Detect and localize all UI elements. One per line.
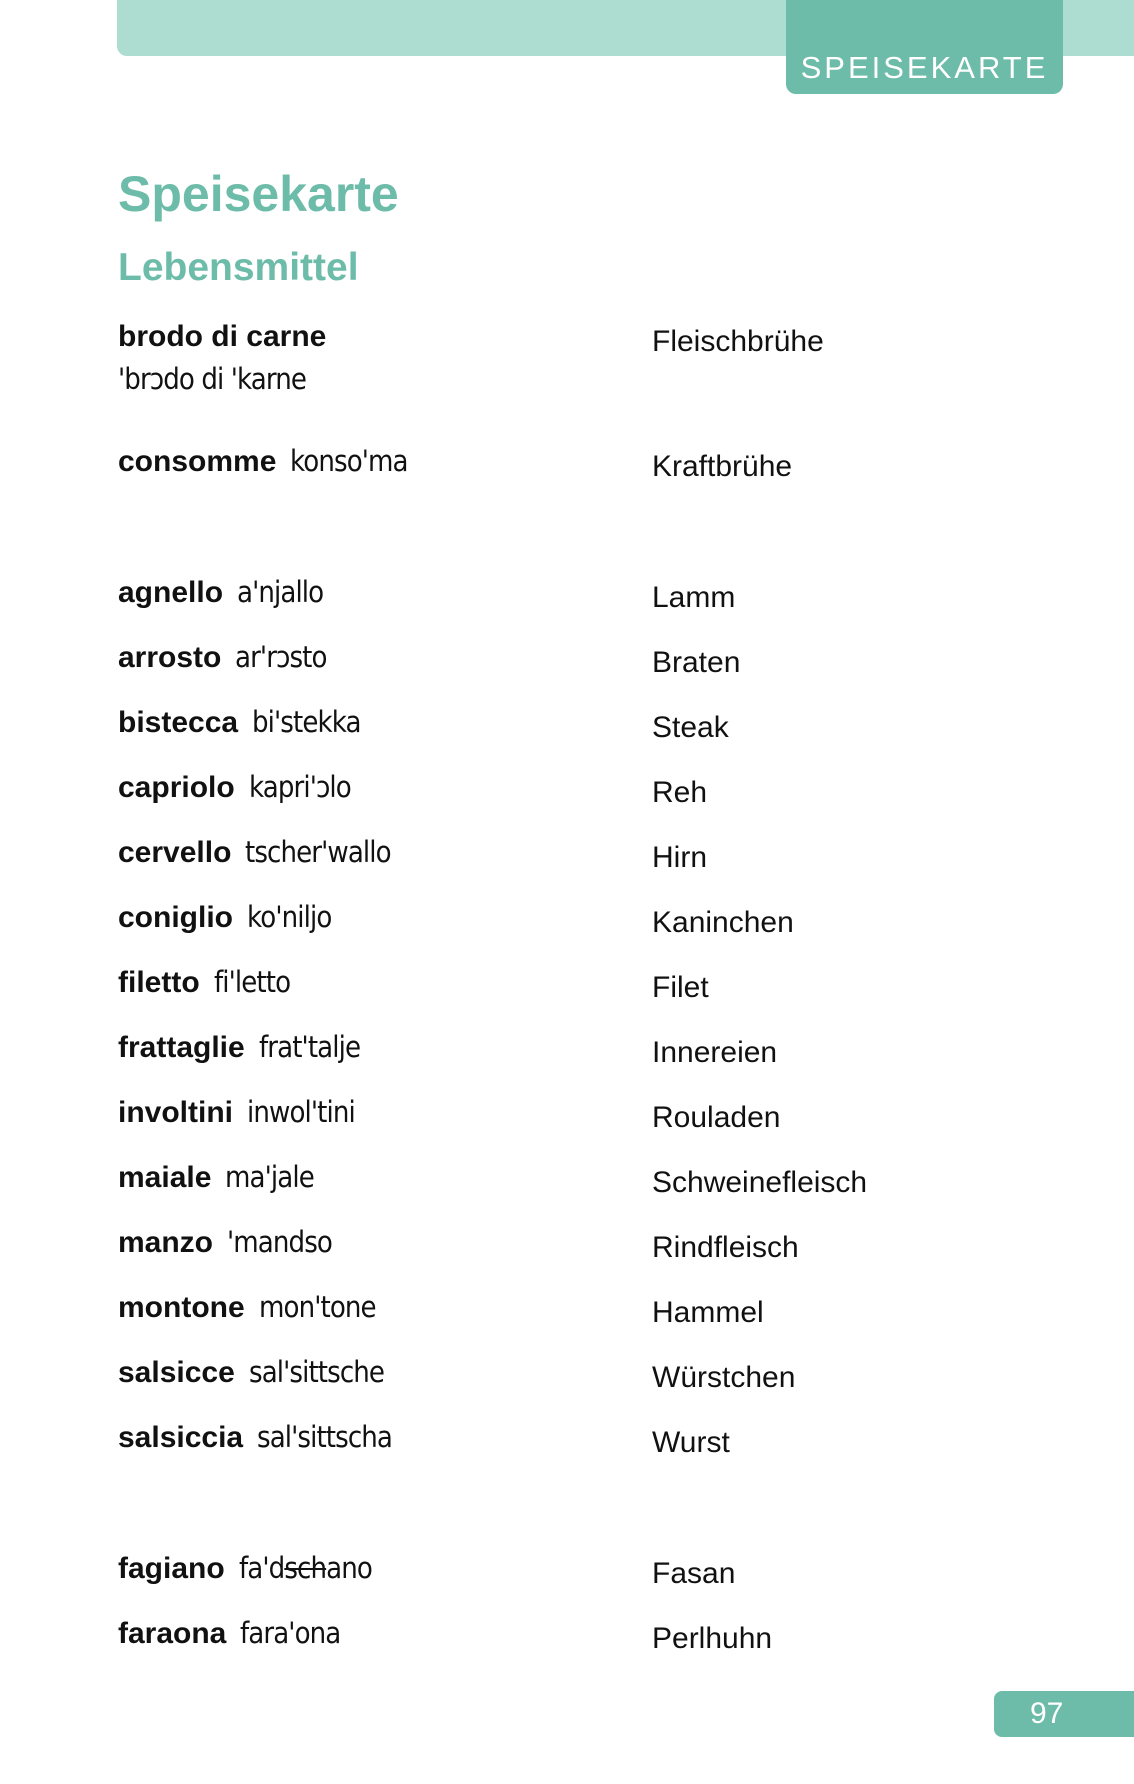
pronunciation: 'brɔdo di 'karne bbox=[118, 362, 307, 396]
german-translation: Lamm bbox=[652, 581, 736, 614]
pronunciation: mon'tone bbox=[258, 1290, 376, 1324]
vocab-entry bbox=[0, 320, 1134, 364]
german-translation: Kaninchen bbox=[652, 906, 794, 939]
italian-term: salsiccia bbox=[118, 1421, 244, 1454]
vocab-entry bbox=[0, 898, 1134, 938]
vocab-entry bbox=[0, 1549, 1134, 1589]
vocab-entry bbox=[0, 442, 1134, 482]
italian-term: salsicce bbox=[118, 1356, 235, 1389]
vocab-entry bbox=[0, 1223, 1134, 1263]
pronunciation: ko'niljo bbox=[247, 900, 332, 934]
german-translation: Braten bbox=[652, 646, 741, 679]
voiced-sch-marker: sch bbox=[284, 1551, 326, 1585]
german-translation: Kraftbrühe bbox=[652, 450, 793, 483]
italian-term: manzo bbox=[118, 1226, 214, 1259]
italian-term: arrosto bbox=[118, 641, 222, 674]
italian-term: bistecca bbox=[118, 706, 239, 739]
pronunciation: kapri'ɔlo bbox=[248, 770, 351, 804]
pronunciation: sal'sittscha bbox=[257, 1420, 393, 1454]
vocab-entry bbox=[0, 1158, 1134, 1198]
pronunciation: fi'letto bbox=[213, 965, 290, 999]
pronunciation: ar'rɔsto bbox=[235, 640, 327, 674]
pronunciation: fara'ona bbox=[240, 1616, 341, 1650]
italian-term: brodo di carne bbox=[118, 320, 327, 353]
vocab-entry bbox=[0, 963, 1134, 1003]
german-translation: Fasan bbox=[652, 1557, 736, 1590]
italian-term: capriolo bbox=[118, 771, 235, 804]
section-tab bbox=[786, 0, 1063, 94]
german-translation: Steak bbox=[652, 711, 729, 744]
german-translation: Hammel bbox=[652, 1296, 764, 1329]
italian-term: cervello bbox=[118, 836, 232, 869]
italian-term: coniglio bbox=[118, 901, 233, 934]
italian-term: fagiano bbox=[118, 1552, 225, 1585]
german-translation: Würstchen bbox=[652, 1361, 796, 1394]
vocab-entry bbox=[0, 768, 1134, 808]
pronunciation: a'njallo bbox=[237, 575, 324, 609]
pronunciation-part: ano bbox=[325, 1551, 372, 1585]
page-title: Speisekarte bbox=[118, 166, 399, 222]
pronunciation-part: fa'd bbox=[238, 1551, 285, 1585]
pronunciation: ma'jale bbox=[225, 1160, 315, 1194]
italian-term: consomme bbox=[118, 445, 277, 478]
vocab-entry bbox=[0, 703, 1134, 743]
german-translation: Wurst bbox=[652, 1426, 730, 1459]
vocab-entry bbox=[0, 1288, 1134, 1328]
vocab-entry bbox=[0, 573, 1134, 613]
german-translation: Fleischbrühe bbox=[652, 325, 824, 358]
vocab-entry bbox=[0, 1028, 1134, 1068]
german-translation: Innereien bbox=[652, 1036, 778, 1069]
german-translation: Rouladen bbox=[652, 1101, 781, 1134]
pronunciation: 'mandso bbox=[227, 1225, 332, 1259]
italian-term: montone bbox=[118, 1291, 245, 1324]
pronunciation: bi'stekka bbox=[252, 705, 361, 739]
section-tab-label: SPEISEKARTE bbox=[800, 50, 1049, 85]
vocab-entry bbox=[0, 1418, 1134, 1458]
vocab-entry bbox=[0, 1093, 1134, 1133]
german-translation: Hirn bbox=[652, 841, 708, 874]
italian-term: involtini bbox=[118, 1096, 233, 1129]
german-translation: Rindfleisch bbox=[652, 1231, 799, 1264]
german-translation: Schweinefleisch bbox=[652, 1166, 868, 1199]
vocab-entry bbox=[0, 638, 1134, 678]
pronunciation: frat'talje bbox=[258, 1030, 360, 1064]
italian-term: frattaglie bbox=[118, 1031, 245, 1064]
page-number: 97 bbox=[1030, 1697, 1064, 1730]
pronunciation bbox=[239, 1553, 372, 1583]
italian-term: faraona bbox=[118, 1617, 227, 1650]
vocab-entry bbox=[0, 1614, 1134, 1654]
pronunciation: sal'sittsche bbox=[248, 1355, 384, 1389]
italian-term: filetto bbox=[118, 966, 200, 999]
german-translation: Reh bbox=[652, 776, 708, 809]
section-subtitle: Lebensmittel bbox=[118, 246, 359, 289]
german-translation: Filet bbox=[652, 971, 709, 1004]
italian-term: maiale bbox=[118, 1161, 212, 1194]
pronunciation: inwol'tini bbox=[247, 1095, 355, 1129]
page-number-box bbox=[994, 1691, 1134, 1737]
pronunciation: tscher'wallo bbox=[245, 835, 392, 869]
vocab-entry bbox=[0, 833, 1134, 873]
italian-term: agnello bbox=[118, 576, 224, 609]
vocab-entry bbox=[0, 1353, 1134, 1393]
pronunciation: konso'ma bbox=[290, 444, 409, 478]
german-translation: Perlhuhn bbox=[652, 1622, 773, 1655]
